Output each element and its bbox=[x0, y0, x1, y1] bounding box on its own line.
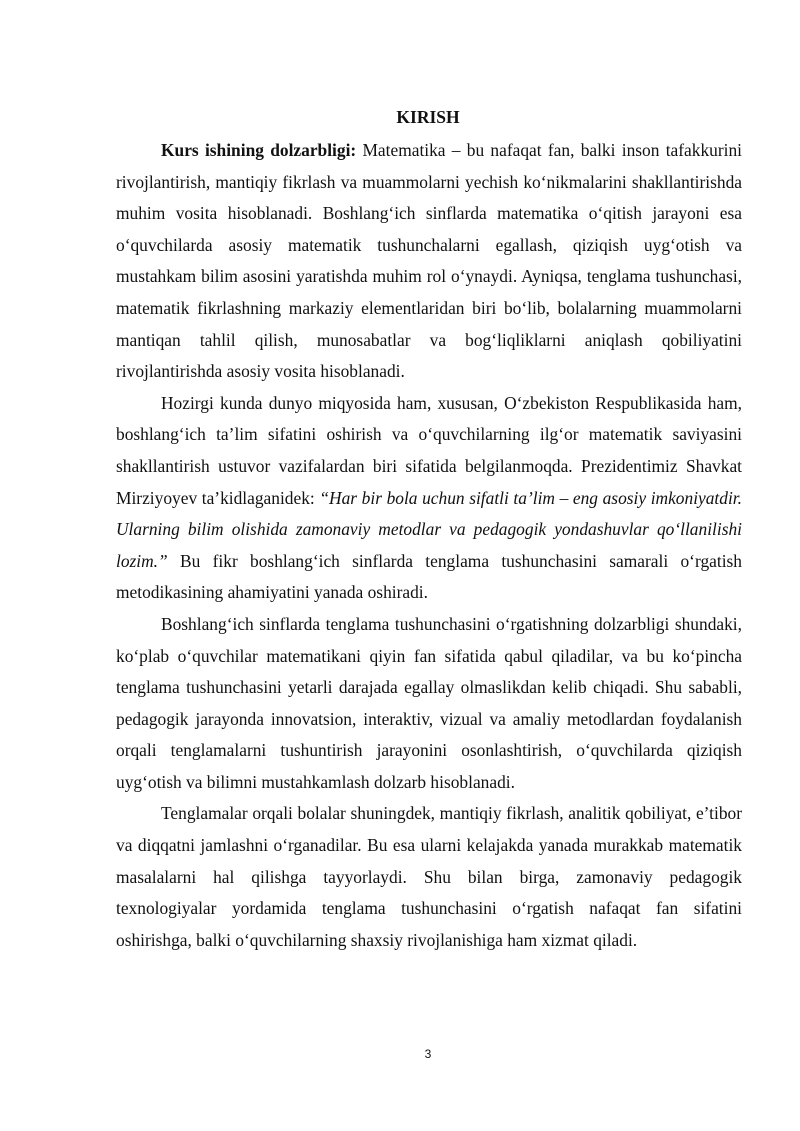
paragraph-text: Boshlang‘ich sinflarda tenglama tushunchasini o‘rgatishning dolzarbligi shundaki, ko‘plab o‘quvchilar matematikani qiyin fan sifatida qabul qiladilar, va bu ko‘pincha tenglama tushunchasini yetarli darajada egallay olmaslikdan kelib chiqadi. Shu sababli, pedagogik jarayonda innovatsion, interaktiv, vizual va amaliy metodlardan foydalanish orqali tenglamalarni tushuntirish jarayonini osonlashtirish, o‘quvchilarda qiziqish uyg‘otish va bilimni mustahkamlash dolzarb hisoblanadi. bbox=[116, 613, 742, 792]
paragraph-text: Hozirgi kunda dunyo miqyosida ham, xususan, O‘zbekiston Respublikasida ham, boshlang‘ich ta’lim sifatini oshirish va o‘quvchilarning ilg‘or matematik saviyasini shakllantirish ustuvor vazifalardan biri sifatida belgilanmoqda. Prezidentimiz Shavkat Mirziyoyev ta’kidlaganidek: bbox=[116, 392, 742, 508]
section-heading: KIRISH bbox=[396, 107, 460, 127]
paragraph-benefits bbox=[116, 798, 742, 956]
paragraph-context bbox=[116, 388, 742, 609]
paragraph-text: Bu fikr boshlang‘ich sinflarda tenglama tushunchasini samarali o‘rgatish metodikasining ahamiyatini yanada oshiradi. bbox=[116, 550, 742, 603]
president-quote: “Har bir bola uchun sifatli ta’lim – eng asosiy imkoniyatdir. Ularning bilim olishida zamonaviy metodlar va pedagogik yondashuvlar qo‘llanilishi lozim.” bbox=[116, 487, 742, 571]
paragraph-relevance bbox=[116, 135, 742, 388]
relevance-label: Kurs ishining dolzarbligi: bbox=[161, 140, 357, 160]
paragraph-text: Tenglamalar orqali bolalar shuningdek, mantiqiy fikrlash, analitik qobiliyat, e’tibor va diqqatni jamlashni o‘rganadilar. Bu esa ularni kelajakda yanada murakkab matematik masalalarni hal qilishga tayyorlaydi. Shu bilan birga, zamonaviy pedagogik texnologiyalar yordamida tenglama tushunchasini o‘rgatish nafaqat fan sifatini oshirishga, balki o‘quvchilarning shaxsiy rivojlanishiga ham xizmat qiladi. bbox=[116, 803, 742, 950]
page-number: 3 bbox=[424, 1047, 432, 1061]
paragraph-importance bbox=[116, 609, 742, 799]
document-body bbox=[116, 135, 742, 956]
paragraph-text: Matematika – bu nafaqat fan, balki inson tafakkurini rivojlantirish, mantiqiy fikrlash va muammolarni yechish ko‘nikmalarini shakllantirishda muhim vosita hisoblanadi. Boshlang‘ich sinflarda matematika o‘qitish jarayoni esa o‘quvchilarda asosiy matematik tushunchalarni egallash, qiziqish uyg‘otish va mustahkam bilim asosini yaratishda muhim rol o‘ynaydi. Ayniqsa, tenglama tushunchasi, matematik fikrlashning markaziy elementlaridan biri bo‘lib, bolalarning muammolarni mantiqan tahlil qilish, munosabatlar va bog‘liqliklarni aniqlash qobiliyatini rivojlantirishda asosiy vosita hisoblanadi. bbox=[116, 140, 742, 382]
